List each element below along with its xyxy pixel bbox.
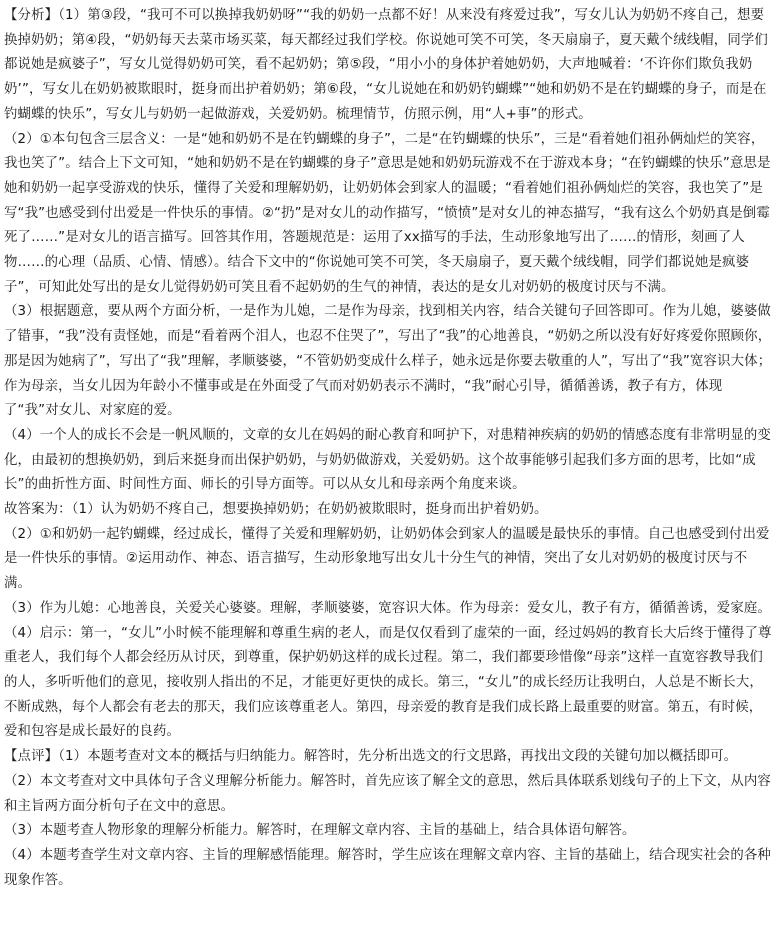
answer-paragraph-4: （4）启示：第一，“女儿”小时候不能理解和尊重生病的老人，而是仅仅看到了虚荣的一面，经过妈妈的教育长大后终于懂得了尊重老人，我们每个人都会经历从讨厌，到尊重，保护奶奶这样的成长过程。第二，我们都要珍惜像“母亲”这样一直宽容教导我们的人，多听听他们的意见，接收别人指出的不足，才能更好更快的成长。第三，“女儿”的成长经历让我明白，人总是不断长大，不断成熟，每个人都会有老去的那天，我们应该尊重老人。第四，母亲爱的教育是我们成长路上最重要的财富。第五，有时候，爱和包容是成长最好的良药。 (4, 625, 772, 740)
answer-paragraph-3: （3）作为儿媳：心地善良，关爱关心婆婆。理解，孝顺婆婆，宽容识大体。作为母亲：爱女儿，教子有方，循循善诱，爱家庭。 (4, 600, 771, 616)
analysis-paragraph-1: 【分析】（1）第③段，“我可不可以换掉我奶奶呀”“我的奶奶一点都不好！从来没有疼爱过我”，写女儿认为奶奶不疼自己，想要换掉奶奶；第④段，“奶奶每天去菜市场买菜，每天都经过我们学校。你说她可笑不可笑，冬天扇扇子，夏天戴个绒线帽，同学们都说她是疯婆子”，写女儿觉得奶奶可笑，看不起奶奶；第⑤段，“用小小的身体护着她奶奶，大声地喊着：‘不许你们欺负我奶奶’”，写女儿在奶奶被欺眼时，挺身而出护着奶奶；第⑥段，“女儿说她在和奶奶钓蝴蝶”“她和奶奶不是在钓蝴蝶的身子，而是在钓蝴蝶的快乐”，写女儿与奶奶一起做游戏，关爱奶奶。梳理情节，仿照示例，用“人+事”的形式。 (4, 8, 768, 122)
analysis-paragraph-2: （2）①本句包含三层含义：一是“她和奶奶不是在钓蝴蝶的身子”，二是“在钓蝴蝶的快乐”，三是“看着她们祖孙俩灿烂的笑容，我也笑了”。结合上下文可知，“她和奶奶不是在钓蝴蝶的身子”意思是她和奶奶玩游戏不在于游戏本身；“在钓蝴蝶的快乐”意思是她和奶奶一起享受游戏的快乐，懂得了关爱和理解奶奶，让奶奶体会到家人的温暖；“看着她们祖孙俩灿烂的笑容，我也笑了”是写“我”也感受到付出爱是一件快乐的事情。②“扔”是对女儿的动作描写，“愤愤”是对女儿的神态描写，“我有这么个奶奶真是倒霉死了……”是对女儿的语言描写。回答其作用，答题规范是：运用了xx描写的手法，生动形象地写出了……的情形，刻画了人物……的心理（品质、心情、情感）。结合下文中的“你说她可笑不可笑，冬天扇扇子，夏天戴个绒线帽，同学们都说她是疯婆子”，可知此处写出的是女儿觉得奶奶可笑且看不起奶奶的生气的神情，表达的是女儿对奶奶的极度讨厌与不满。 (4, 131, 771, 295)
comment-paragraph-3: （3）本题考查人物形象的理解分析能力。解答时，在理解文章内容、主旨的基础上，结合具体语句解答。 (4, 823, 636, 839)
comment-paragraph-4: （4）本题考查学生对文章内容、主旨的理解感悟能理。解答时，学生应该在理解文章内容、主旨的基础上，结合现实社会的各种现象作答。 (4, 847, 771, 888)
answer-paragraph-2: （2）①和奶奶一起钓蝴蝶，经过成长，懂得了关爱和理解奶奶，让奶奶体会到家人的温暖是最快乐的事情。自己也感受到付出爱是一件快乐的事情。②运用动作、神态、语言描写，生动形象地写出女儿十分生气的神情，突出了女儿对奶奶的极度讨厌与不满。 (4, 526, 770, 592)
comment-paragraph-1: 【点评】（1）本题考查对文本的概括与归纳能力。解答时，先分析出选文的行文思路，再找出文段的关键句加以概括即可。 (4, 749, 738, 765)
analysis-paragraph-4: （4）一个人的成长不会是一帆风顺的，文章的女儿在妈妈的耐心教育和呵护下，对患精神疾病的奶奶的情感态度有非常明显的变化，由最初的想换奶奶，到后来挺身而出保护奶奶，与奶奶做游戏，关爱奶奶。这个故事能够引起我们多方面的思考，比如“成长”的曲折性方面、时间性方面、师长的引导方面等。可以从女儿和母亲两个角度来谈。 (4, 427, 771, 493)
answer-paragraph-1: 故答案为：（1）认为奶奶不疼自己，想要换掉奶奶；在奶奶被欺眼时，挺身而出护着奶奶。 (4, 502, 548, 518)
comment-paragraph-2: （2）本文考查对文中具体句子含义理解分析能力。解答时，首先应该了解全文的意思，然后具体联系划线句子的上下文，从内容和主旨两方面分析句子在文中的意思。 (4, 773, 771, 814)
analysis-paragraph-3: （3）根据题意，要从两个方面分析，一是作为儿媳，二是作为母亲，找到相关内容，结合关键句子回答即可。作为儿媳，婆婆做了错事，“我”没有责怪她，而是“看着两个泪人，也忍不住哭了”，写出了“我”的心地善良，“奶奶之所以没有好好疼爱你照顾你，那是因为她病了”，写出了“我”理解，孝顺婆婆，“不管奶奶变成什么样子，她永远是你要去敬重的人”，写出了“我”宽容识大体；作为母亲，当女儿因为年龄小不懂事或是在外面受了气而对奶奶表示不满时，“我”耐心引导，循循善诱，教子有方，体现了“我”对女儿、对家庭的爱。 (4, 304, 772, 419)
